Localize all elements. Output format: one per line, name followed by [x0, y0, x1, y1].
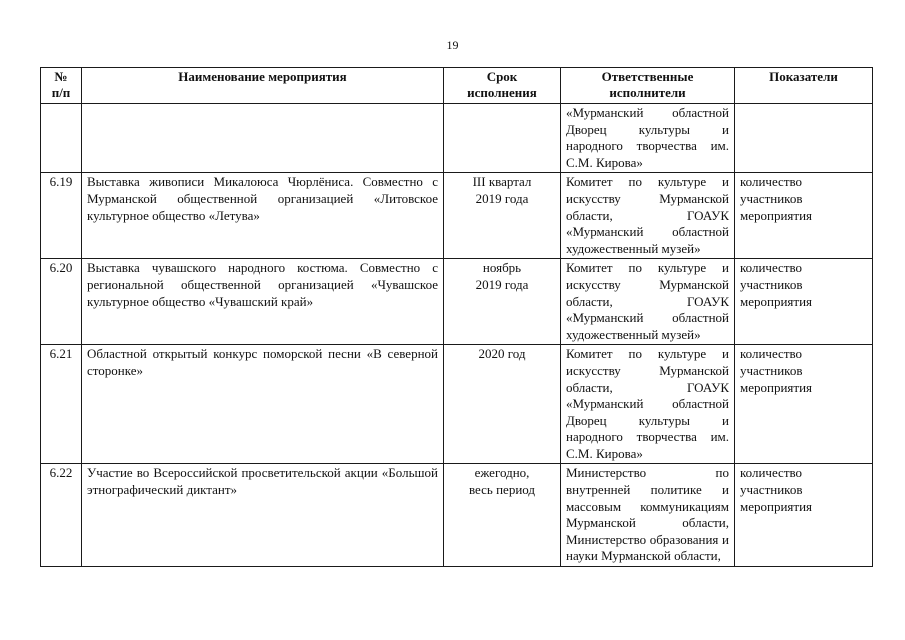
- table-header-row: [41, 68, 873, 104]
- header-name-text: Наименование мероприятия: [178, 69, 347, 84]
- header-date-text: Срок исполнения: [467, 69, 537, 100]
- cell-date: III квартал 2019 года: [444, 173, 561, 259]
- events-table: [40, 67, 873, 567]
- cell-name: Участие во Всероссийской просветительской акции «Большой этнографический диктант»: [82, 464, 444, 567]
- cell-indicators: количество участников мероприятия: [735, 259, 873, 345]
- header-responsible-text: Ответственные исполнители: [601, 69, 694, 100]
- cell-responsible: Комитет по культуре и искусству Мурманской области, ГОАУК «Мурманский областной художественный музей»: [561, 173, 735, 259]
- header-indicators: [735, 68, 873, 104]
- table-row-6-21: [41, 345, 873, 464]
- table-row-continuation: [41, 104, 873, 173]
- cell-num: 6.21: [41, 345, 82, 464]
- table-row-6-20: [41, 259, 873, 345]
- page-number: 19: [446, 38, 459, 52]
- cell-responsible: Комитет по культуре и искусству Мурманской области, ГОАУК «Мурманский областной Дворец культуры и народного творчества им. С.М. Кирова»: [561, 345, 735, 464]
- cell-responsible: «Мурманский областной Дворец культуры и народного творчества им. С.М. Кирова»: [561, 104, 735, 173]
- cell-responsible: Министерство по внутренней политике и массовым коммуникациям Мурманской области, Министерство образования и науки Мурманской области,: [561, 464, 735, 567]
- cell-name: [82, 104, 444, 173]
- cell-date: ежегодно, весь период: [444, 464, 561, 567]
- cell-date: ноябрь 2019 года: [444, 259, 561, 345]
- cell-name: Выставка живописи Микалоюса Чюрлёниса. Совместно с Мурманской общественной организацией «Литовское культурное общество «Летува»: [82, 173, 444, 259]
- cell-name: Выставка чувашского народного костюма. Совместно с региональной общественной организацией «Чувашское культурное общество «Чувашский край»: [82, 259, 444, 345]
- table-row-6-22: [41, 464, 873, 567]
- header-num-text: № п/п: [51, 69, 71, 100]
- cell-indicators: количество участников мероприятия: [735, 345, 873, 464]
- cell-date: [444, 104, 561, 173]
- cell-indicators: количество участников мероприятия: [735, 464, 873, 567]
- table-row-6-19: [41, 173, 873, 259]
- cell-date: 2020 год: [444, 345, 561, 464]
- header-responsible: [561, 68, 735, 104]
- header-indicators-text: Показатели: [769, 69, 838, 84]
- header-name: [82, 68, 444, 104]
- cell-name: Областной открытый конкурс поморской песни «В северной сторонке»: [82, 345, 444, 464]
- header-date: [444, 68, 561, 104]
- cell-responsible: Комитет по культуре и искусству Мурманской области, ГОАУК «Мурманский областной художественный музей»: [561, 259, 735, 345]
- cell-num: 6.19: [41, 173, 82, 259]
- cell-num: [41, 104, 82, 173]
- cell-num: 6.20: [41, 259, 82, 345]
- cell-num: 6.22: [41, 464, 82, 567]
- cell-indicators: [735, 104, 873, 173]
- header-num: [41, 68, 82, 104]
- cell-indicators: количество участников мероприятия: [735, 173, 873, 259]
